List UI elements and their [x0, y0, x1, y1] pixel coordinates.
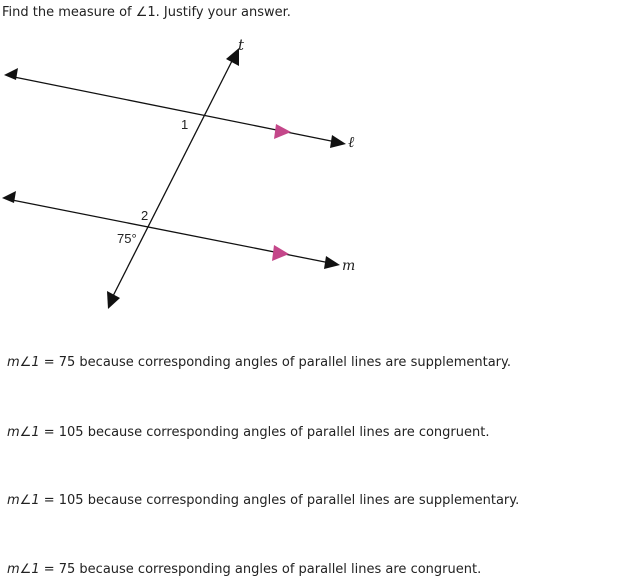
- choice-4-prefix: m∠1: [7, 562, 40, 577]
- choice-3-text: = 105 because corresponding angles of parallel lines are supplementary.: [39, 493, 520, 508]
- label-angle-1: 1: [181, 117, 189, 132]
- choice-2-prefix: m∠1: [7, 425, 40, 440]
- label-t: t: [238, 36, 245, 54]
- choice-1-text: = 75 because corresponding angles of parallel lines are supplementary.: [39, 355, 511, 370]
- label-given-angle: 75°: [117, 231, 137, 246]
- answer-choice-1[interactable]: [7, 355, 511, 371]
- answer-choice-3[interactable]: [7, 493, 519, 509]
- choice-4-text: = 75 because corresponding angles of parallel lines are congruent.: [39, 562, 482, 577]
- line-m-left-arrow: [2, 191, 16, 203]
- choice-1-prefix: m∠1: [7, 355, 40, 370]
- line-m-parallel-marker: [272, 245, 289, 261]
- question-text: Find the measure of ∠1. Justify your answer.: [2, 5, 291, 20]
- label-angle-2: 2: [141, 208, 149, 223]
- transversal-t: [112, 57, 234, 298]
- parallel-lines-figure: [0, 33, 360, 311]
- line-m-right-arrow: [324, 256, 340, 269]
- label-m: m: [342, 258, 356, 274]
- answer-choice-2[interactable]: [7, 425, 489, 441]
- answer-choice-4[interactable]: [7, 562, 481, 578]
- label-l: ℓ: [348, 133, 355, 151]
- line-l-right-arrow: [330, 135, 346, 148]
- choice-3-prefix: m∠1: [7, 493, 40, 508]
- choice-2-text: = 105 because corresponding angles of parallel lines are congruent.: [39, 425, 490, 440]
- line-l-parallel-marker: [274, 124, 291, 139]
- line-l-left-arrow: [4, 68, 18, 80]
